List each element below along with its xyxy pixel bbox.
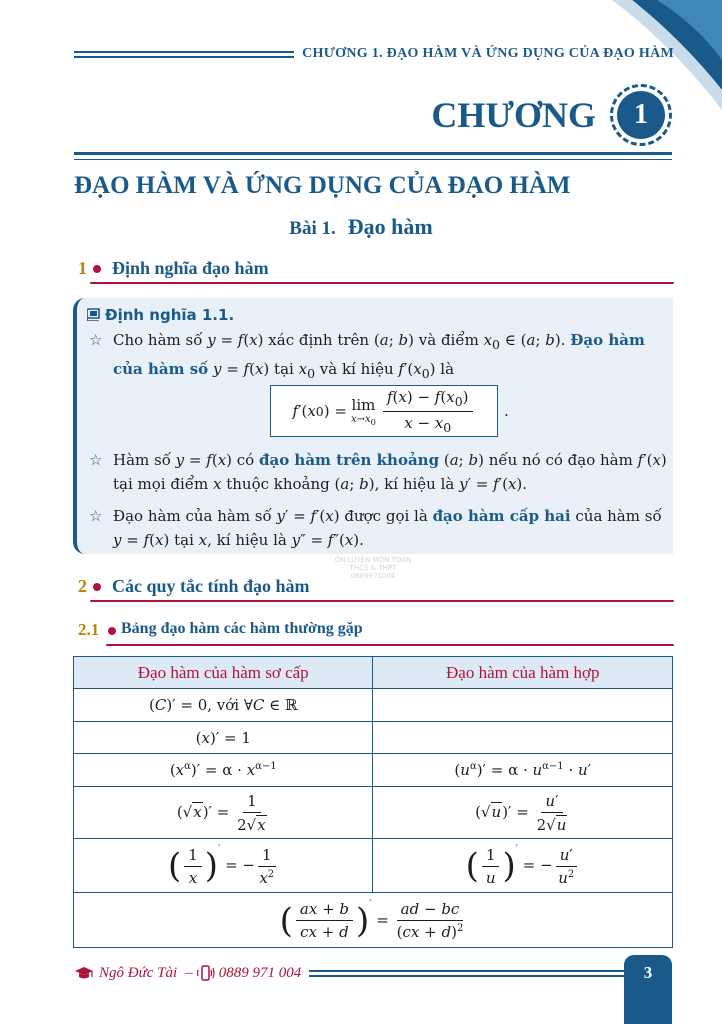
definition-item-2: ☆ Hàm số y = f(x) có đạo hàm trên khoảng (a; b) nếu nó có đạo hàm f′(x) tại mọi điểm x thuộc khoảng (a; b), kí hiệu là y′ = f′(x). xyxy=(89,448,669,496)
table-row xyxy=(74,839,673,893)
table-header-cell: Đạo hàm của hàm sơ cấp xyxy=(74,657,373,689)
section-title: Các quy tắc tính đạo hàm xyxy=(112,576,310,596)
table-header-row xyxy=(74,657,673,689)
running-title: CHƯƠNG 1. ĐẠO HÀM VÀ ỨNG DỤNG CỦA ĐẠO HÀM xyxy=(302,46,674,61)
running-header xyxy=(74,44,674,64)
table-cell: (√x)′ = $\frac{1}{2√x}$ xyxy=(74,787,373,839)
bullet-dot-icon xyxy=(93,265,101,273)
table-cell: $(x^\alpha)' = \alpha \cdot x^{\alpha-1}$ xyxy=(74,754,373,787)
section-number: 1 xyxy=(78,258,87,278)
table-cell: (C)′ = 0, với ∀C ∈ ℝ xyxy=(74,689,373,722)
table-cell: ( $\frac{ax + b}{cx + d}$ )′ = $\frac{ad - bc}{(cx + d)^2}$ xyxy=(74,893,673,948)
table-cell: (x)′ = 1 xyxy=(74,722,373,754)
watermark: ÔN LUYỆN MÔN TOÁN THCS & THPT 0889971004 xyxy=(334,556,412,580)
chapter-banner xyxy=(431,84,672,146)
derivative-formula-box: f ′( x 0 ) = lim $x\to x_0$ $\frac{f(x) - f(x_0)}{x - x_0}$ xyxy=(270,385,498,437)
chapter-number: 1 xyxy=(617,91,665,139)
chapter-title: ĐẠO HÀM VÀ ỨNG DỤNG CỦA ĐẠO HÀM xyxy=(74,172,571,199)
section-underline xyxy=(106,644,674,646)
section-heading-1 xyxy=(78,258,674,286)
footer-phone: 0889 971 004 xyxy=(218,964,302,981)
footer-rule xyxy=(309,970,634,977)
bullet-dot-icon xyxy=(93,583,101,591)
subsection-heading-2-1 xyxy=(78,620,674,648)
chapter-word: CHƯƠNG xyxy=(431,95,596,135)
section-underline xyxy=(90,600,674,602)
table-header-cell: Đạo hàm của hàm hợp xyxy=(373,657,673,689)
bullet-dot-icon xyxy=(108,627,116,635)
table-cell: ( $\frac{1}{u}$ )′ = − $\frac{u'}{u^2}$ xyxy=(373,839,673,893)
table-cell xyxy=(373,689,673,722)
chapter-number-badge xyxy=(610,84,672,146)
star-icon: ☆ xyxy=(89,331,103,349)
lesson-label: Bài 1. xyxy=(289,218,336,239)
star-icon: ☆ xyxy=(89,451,103,469)
table-cell: $(u^\alpha)' = \alpha \cdot u^{\alpha-1} \cdot u'$ xyxy=(373,754,673,787)
book-icon xyxy=(87,308,101,321)
subsection-title: Bảng đạo hàm các hàm thường gặp xyxy=(121,620,363,637)
subsection-number: 2.1 xyxy=(78,620,100,639)
table-cell: ( $\frac{1}{x}$ )′ = − $\frac{1}{x^2}$ xyxy=(74,839,373,893)
definition-box: Định nghĩa 1.1. ☆ Cho hàm số y = f(x) xác định trên (a; b) và điểm $x_0$ ∈ (a; b). Đạo hàm của hàm số y = f(x) tại $x_0$ và kí hiệu $f'(x_0)$ là f ′( x 0 ) = lim $x\to x_0$ $\frac{f(x) - f(x_0)}{x - x_0}$ . ☆ Hàm số y = f(x) có đạo hàm trên khoảng (a; b) nếu nó có đạo hàm f′(x) tại mọi điểm x thuộc khoảng (a; b), kí hiệu là y′ = f′(x). ☆ Đạo hàm của hàm số y′ = f′(x) được gọi là đạo hàm cấp hai của hàm số y = f(x) tại x, kí hiệu là y″ = f″(x). xyxy=(73,298,673,554)
footer-author: Ngô Đức Tài xyxy=(99,964,178,981)
section-heading-2 xyxy=(78,576,674,604)
definition-item-3: ☆ Đạo hàm của hàm số y′ = f′(x) được gọi là đạo hàm cấp hai của hàm số y = f(x) tại x, kí hiệu là y″ = f″(x). xyxy=(89,504,669,552)
table-cell: (√u)′ = $\frac{u'}{2√u}$ xyxy=(373,787,673,839)
phone-icon xyxy=(197,965,215,981)
table-row xyxy=(74,893,673,948)
chapter-rule xyxy=(74,152,672,160)
section-title: Định nghĩa đạo hàm xyxy=(112,258,269,278)
table-row xyxy=(74,689,673,722)
header-rule xyxy=(74,51,294,58)
lesson-name: Đạo hàm xyxy=(347,214,433,239)
table-cell xyxy=(373,722,673,754)
definition-item-1: ☆ Cho hàm số y = f(x) xác định trên (a; b) và điểm $x_0$ ∈ (a; b). Đạo hàm của hàm số y = f(x) tại $x_0$ và kí hiệu $f'(x_0)$ là xyxy=(89,328,669,386)
graduation-cap-icon xyxy=(74,966,94,980)
page-number: 3 xyxy=(624,955,672,1024)
definition-heading-text: Định nghĩa 1.1. xyxy=(105,306,235,324)
definition-heading xyxy=(87,306,234,324)
star-icon: ☆ xyxy=(89,507,103,525)
table-row xyxy=(74,722,673,754)
table-row xyxy=(74,754,673,787)
section-number: 2 xyxy=(78,576,87,596)
derivative-table xyxy=(73,656,673,948)
section-underline xyxy=(90,282,674,284)
page-footer: Ngô Đức Tài – 0889 971 004 xyxy=(74,962,634,984)
table-row xyxy=(74,787,673,839)
lesson-title xyxy=(0,214,722,240)
